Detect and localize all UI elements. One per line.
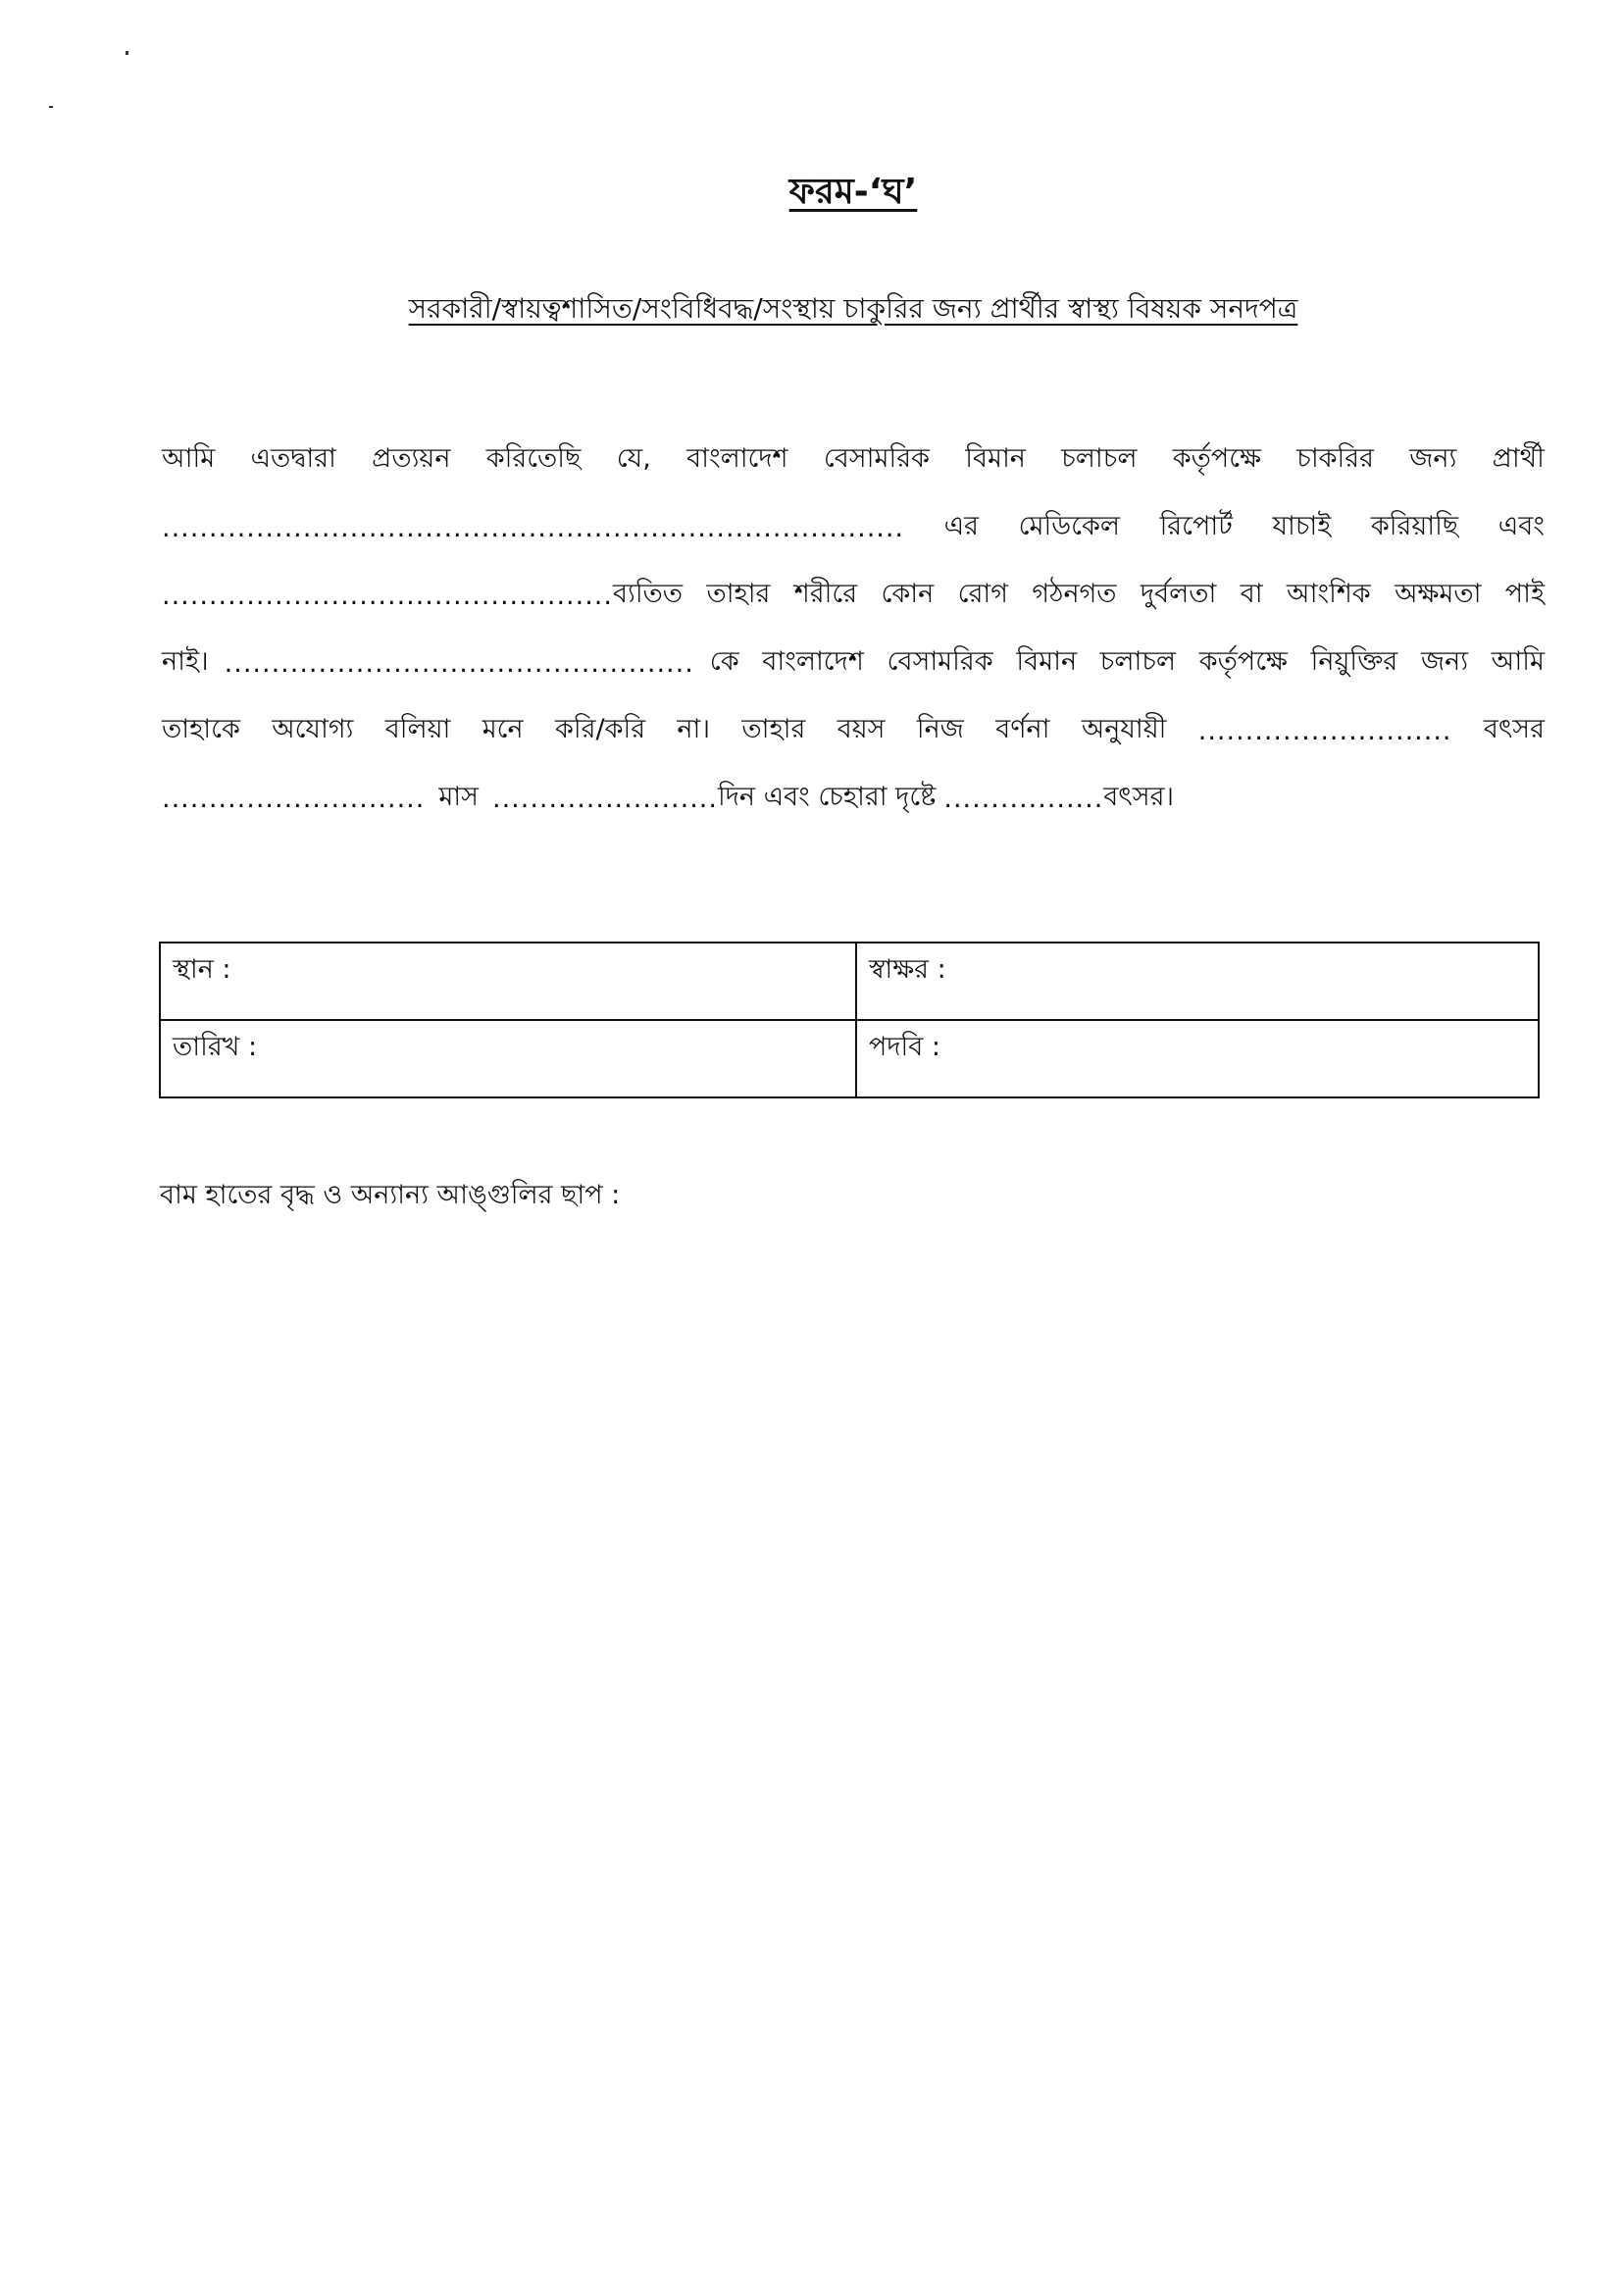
table-row <box>160 1020 1539 1097</box>
word: এবং <box>1497 510 1545 541</box>
line-6-day-text: দিন এবং চেহারা দৃষ্টে <box>717 781 937 812</box>
table-row <box>160 943 1539 1020</box>
word: বৎসর। <box>1103 781 1175 812</box>
word: যাচাই <box>1272 510 1332 541</box>
fingerprint-label: বাম হাতের বৃদ্ধ ও অন্যান্য আঙ্গুলির ছাপ : <box>160 1180 621 1210</box>
age-days-blank[interactable]: ........................ <box>491 783 718 814</box>
signature-cell[interactable] <box>856 943 1539 1020</box>
word: প্রার্থী <box>1492 442 1545 474</box>
word: মাস <box>438 781 479 812</box>
word: অযোগ্য <box>272 713 354 744</box>
word: বাংলাদেশ <box>686 442 788 474</box>
candidate-name-blank-2[interactable]: .................................................. <box>224 647 694 679</box>
certificate-line-4 <box>162 631 1545 695</box>
word: তাহাকে <box>162 713 240 744</box>
certificate-line-1 <box>162 428 1545 492</box>
word: বৎসর <box>1483 713 1545 744</box>
word: রিপোর্ট <box>1159 510 1233 541</box>
word: কর্তৃপক্ষে <box>1172 442 1261 474</box>
exception-blank[interactable]: ................................................ <box>162 580 613 611</box>
place-label: স্থান : <box>173 954 231 985</box>
certificate-line-6 <box>162 766 1545 831</box>
word: যে, <box>616 442 651 474</box>
word: বয়স <box>837 713 886 744</box>
word: আমি <box>162 442 216 474</box>
signature-label: স্বাক্ষর : <box>869 954 946 985</box>
date-label: তারিখ : <box>173 1032 258 1062</box>
scan-speck <box>49 106 53 108</box>
age-months-blank[interactable]: ............................ <box>162 783 426 814</box>
scan-speck <box>126 51 128 55</box>
certificate-line-2 <box>162 495 1545 560</box>
word: বর্ণনা <box>995 713 1050 744</box>
word: মনে <box>482 713 524 744</box>
candidate-name-blank[interactable]: ............................................................................... <box>162 512 905 543</box>
line-4-text: কে বাংলাদেশ বেসামরিক বিমান চলাচল কর্তৃপক্ষে নিয়ুক্তির জন্য আমি <box>709 645 1545 677</box>
word: বেসামরিক <box>823 442 930 474</box>
word: মেডিকেল <box>1018 510 1120 541</box>
word: অনুযায়ী <box>1081 713 1167 744</box>
word: করিয়াছি <box>1370 510 1459 541</box>
line-3-text: ব্যতিত তাহার শরীরে কোন রোগ গঠনগত দুর্বলতা বা আংশিক অক্ষমতা পাই <box>612 578 1545 609</box>
word: করিতেছি <box>485 442 582 474</box>
certificate-line-5 <box>162 698 1545 763</box>
word: এতদ্বারা <box>250 442 336 474</box>
word: করি/করি <box>555 713 646 744</box>
word: তাহার <box>741 713 806 744</box>
word: বিমান <box>965 442 1026 474</box>
certificate-line-3 <box>162 563 1545 628</box>
form-title: ফরম-‘ঘ’ <box>788 172 918 212</box>
signature-table <box>159 942 1540 1098</box>
certificate-subtitle: সরকারী/স্বায়ত্বশাসিত/সংবিধিবদ্ধ/সংস্থায় চাকুরির জন্য প্রার্থীর স্বাস্থ্য বিষয়ক সনদপত্র <box>408 292 1298 325</box>
word: বলিয়া <box>384 713 451 744</box>
designation-label: পদবি : <box>869 1032 940 1062</box>
place-cell[interactable] <box>160 943 856 1020</box>
word: না। <box>677 713 711 744</box>
word: চলাচল <box>1061 442 1138 474</box>
designation-cell[interactable] <box>856 1020 1539 1097</box>
word: জন্য <box>1409 442 1457 474</box>
age-years-blank[interactable]: ........................... <box>1197 715 1452 746</box>
word: এর <box>943 510 980 541</box>
date-cell[interactable] <box>160 1020 856 1097</box>
word: চাকরির <box>1296 442 1374 474</box>
word: প্রত্যয়ন <box>372 442 451 474</box>
line-4-start: নাই। <box>162 645 209 677</box>
apparent-age-blank[interactable]: ................. <box>943 783 1104 814</box>
word: নিজ <box>916 713 964 744</box>
